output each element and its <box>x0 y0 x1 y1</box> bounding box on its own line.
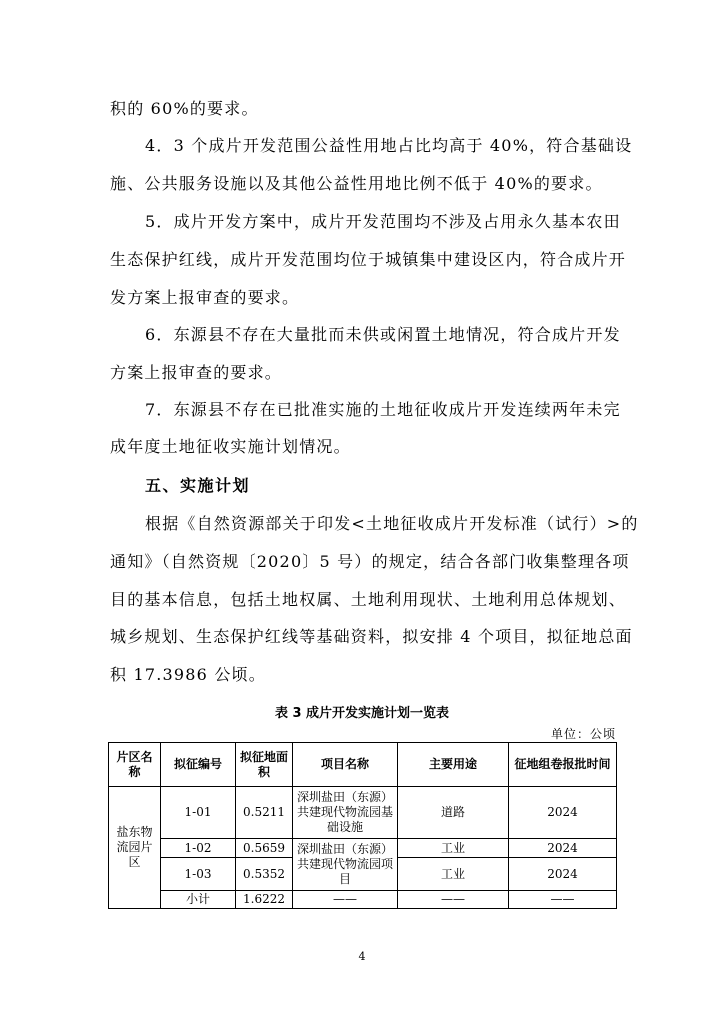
project-cell: 深圳盐田（东源）共建现代物流园基础设施 <box>293 787 398 839</box>
paragraph-line: 6．东源县不存在大量批而未供或闲置土地情况，符合成片开发 <box>145 325 621 344</box>
paragraph-line: 生态保护红线，成片开发范围均位于城镇集中建设区内，符合成片开 <box>110 250 627 269</box>
area-cell: 0.5352 <box>236 858 293 891</box>
table-header-row <box>109 743 617 787</box>
header-main-use: 主要用途 <box>398 743 509 787</box>
table-title: 表 3 成片开发实施计划一览表 <box>274 706 450 721</box>
header-area-name: 片区名称 <box>109 743 161 787</box>
use-cell: 工业 <box>398 858 509 891</box>
section-heading: 五、实施计划 <box>145 476 251 495</box>
paragraph-line: 发方案上报审查的要求。 <box>110 288 300 307</box>
time-cell: 2024 <box>509 839 617 858</box>
paragraph-line: 成年度土地征收实施计划情况。 <box>110 437 351 456</box>
implementation-plan-table <box>108 742 617 909</box>
subtotal-area: 1.6222 <box>236 891 293 909</box>
subtotal-use: —— <box>398 891 509 909</box>
page-number: 4 <box>358 950 366 963</box>
header-project-name: 项目名称 <box>293 743 398 787</box>
time-cell: 2024 <box>509 858 617 891</box>
table-row <box>109 787 617 839</box>
paragraph-line: 目的基本信息，包括土地权属、土地利用现状、土地利用总体规划、 <box>110 590 627 609</box>
subtotal-row <box>109 891 617 909</box>
area-cell: 0.5659 <box>236 839 293 858</box>
subtotal-label: 小计 <box>161 891 236 909</box>
paragraph-line: 积 17.3986 公顷。 <box>110 665 266 684</box>
table-row <box>109 839 617 858</box>
use-cell: 工业 <box>398 839 509 858</box>
paragraph-line: 4．3 个成片开发范围公益性用地占比均高于 40%，符合基础设 <box>145 136 633 155</box>
project-cell: 深圳盐田（东源）共建现代物流园项目 <box>293 839 398 891</box>
paragraph-line: 方案上报审查的要求。 <box>110 363 283 382</box>
paragraph-line: 通知》（自然资规〔2020〕5 号）的规定，结合各部门收集整理各项 <box>110 552 630 571</box>
header-approval-time: 征地组卷报批时间 <box>509 743 617 787</box>
code-cell: 1-02 <box>161 839 236 858</box>
subtotal-time: —— <box>509 891 617 909</box>
paragraph-line: 积的 60%的要求。 <box>110 99 259 118</box>
paragraph-line: 5．成片开发方案中，成片开发范围均不涉及占用永久基本农田 <box>145 212 621 231</box>
code-cell: 1-03 <box>161 858 236 891</box>
use-cell: 道路 <box>398 787 509 839</box>
time-cell: 2024 <box>509 787 617 839</box>
paragraph-line: 城乡规划、生态保护红线等基础资料，拟安排 4 个项目，拟征地总面 <box>110 627 633 646</box>
paragraph-line: 根据《自然资源部关于印发<土地征收成片开发标准（试行）>的 <box>145 514 639 533</box>
code-cell: 1-01 <box>161 787 236 839</box>
area-name-cell: 盐东物流园片区 <box>109 787 161 909</box>
subtotal-project: —— <box>293 891 398 909</box>
paragraph-line: 施、公共服务设施以及其他公益性用地比例不低于 40%的要求。 <box>110 174 603 193</box>
paragraph-line: 7．东源县不存在已批准实施的土地征收成片开发连续两年未完 <box>145 400 621 419</box>
table-unit: 单位：公顷 <box>550 727 616 741</box>
area-cell: 0.5211 <box>236 787 293 839</box>
header-land-area: 拟征地面积 <box>236 743 293 787</box>
header-code: 拟征编号 <box>161 743 236 787</box>
